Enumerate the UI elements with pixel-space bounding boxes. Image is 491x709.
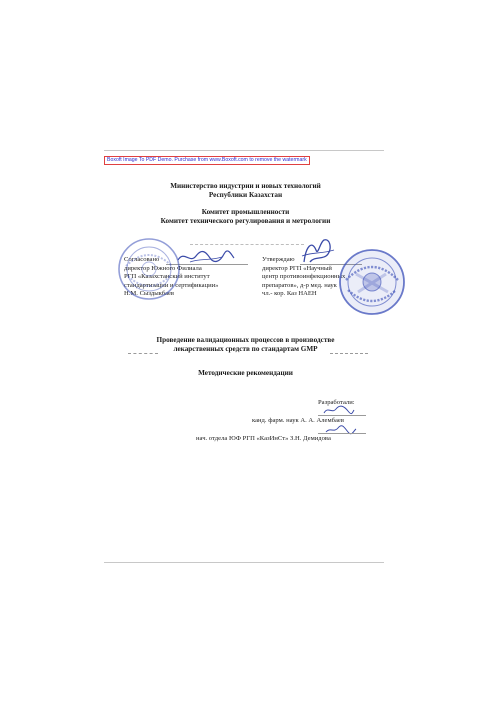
approval-right-line: центр противоинфекционных bbox=[262, 273, 346, 281]
developer-signature-line-1 bbox=[318, 415, 366, 416]
approval-right-line: Утверждаю bbox=[262, 256, 295, 263]
approval-left-line: директор Южного Филиала bbox=[124, 264, 202, 272]
approval-left-line: Н.М. Сыздыкбаев bbox=[124, 290, 175, 298]
approval-left-line: Согласовано bbox=[124, 256, 160, 263]
developer-signature-line-2 bbox=[318, 433, 366, 434]
title-underline-left bbox=[128, 353, 158, 354]
right-seal-stamp-icon bbox=[338, 248, 406, 316]
scan-bottom-edge bbox=[104, 562, 384, 563]
developer-1: канд. фарм. наук А. А. Алембаев bbox=[252, 417, 344, 424]
approval-left-line: РГП «Казахстанский институт bbox=[124, 273, 210, 281]
committee-line-2: Комитет технического регулирования и метрологии bbox=[160, 217, 331, 225]
approval-right-line: препаратов», д-р мед. наук bbox=[262, 281, 337, 289]
developer-2: нач. отдела ЮФ РГП «КазИнСт» З.Н. Демидова bbox=[196, 435, 331, 442]
title-underline-right bbox=[330, 353, 368, 354]
approval-right-line: директор РГП «Научный bbox=[262, 264, 332, 272]
ministry-line-1: Министерство индустрии и новых технологий bbox=[170, 182, 321, 190]
left-seal-stamp-icon bbox=[116, 236, 182, 302]
approval-right-line: чл.- кор. Каз НАЕН bbox=[262, 290, 317, 298]
document-title-line-2: лекарственных средств по стандартам GMP bbox=[173, 345, 318, 353]
ministry-line-2: Республики Казахстан bbox=[208, 191, 283, 199]
document-title-line-1: Проведение валидационных процессов в производстве bbox=[156, 336, 335, 344]
committee-line-1: Комитет промышленности bbox=[201, 208, 290, 216]
left-signature-icon bbox=[176, 248, 236, 266]
developers-label: Разработали: bbox=[318, 399, 355, 406]
approval-left-line: стандартизации и сертификации» bbox=[124, 281, 219, 289]
watermark-banner: Boxoft Image To PDF Demo. Purchase from www.Boxoft.com to remove the watermark bbox=[104, 156, 310, 165]
document-subtitle: Методические рекомендации bbox=[198, 369, 293, 377]
scan-top-edge bbox=[104, 150, 384, 151]
header-underline bbox=[190, 244, 304, 245]
right-signature-icon bbox=[300, 236, 336, 266]
